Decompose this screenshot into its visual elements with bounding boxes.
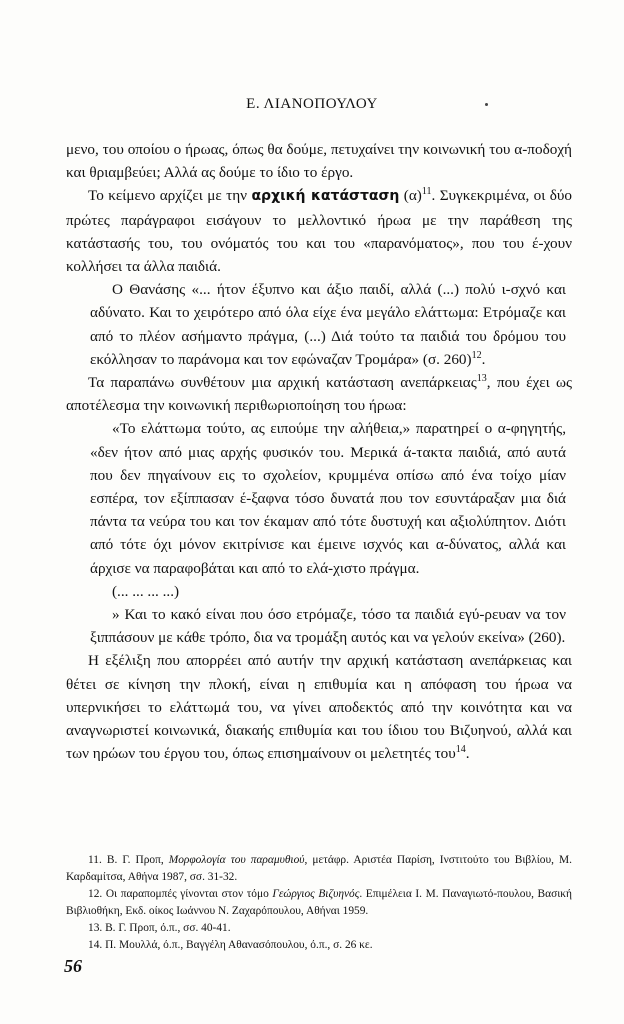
footnote-11: 11. Β. Γ. Προπ, Μορφολογία του παραμυθιού, μετάφρ. Αριστέα Παρίση, Ινστιτούτο του Βιβλίου, Μ. Καρδαμίτσα, Αθήνα 1987, σσ. 31-32. <box>66 854 572 883</box>
footnote-12: 12. Οι παραπομπές γίνονται στον τόμο Γεώργιος Βιζυηνός. Επιμέλεια Ι. Μ. Παναγιωτό-πουλου, Βασική Βιβλιοθήκη, Εκδ. οίκος Ιωάννου Ν. Ζαχαρόπουλου, Αθήναι 1959. <box>66 888 573 917</box>
paragraph-4: Η εξέλιξη που απορρέει από αυτήν την αρχική κατάσταση ανεπάρκειας και θέτει σε κίνηση την πλοκή, είναι η επιθυμία και η απόφαση του ήρωα να υπερνικήσει το ελάττωμά του, να γίνει αποδεκτός από την κοινότητα και να αναγνωριστεί κοινωνικά, διακαής επιθυμία και του ίδιου του Βιζυηνού, αλλά και των ηρώων του έργου του, όπως επισημαίνουν οι μελετητές του$^{14}$. <box>66 652 572 763</box>
quote-1: Ο Θανάσης «... ήτον έξυπνο και άξιο παιδί, αλλά (...) πολύ ι-σχνό και αδύνατο. Και το χειρότερο από όλα είχε ένα μεγάλο ελάττωμα: Ετρόμαζε και από το πλέον ασήμαντο πράγμα, (...) Διά τούτο τα παιδιά του δρόμου του εκόλλησαν το παράνομα και τον εφώναζαν Τρομάρα» (σ. 260)$^{12}$. <box>90 281 566 368</box>
footnote-13: 13. Β. Γ. Προπ, ό.π., σσ. 40-41. <box>88 922 231 934</box>
bold-term: αρχική κατάσταση <box>251 188 400 205</box>
paragraph-1: μενο, του οποίου ο ήρωας, όπως θα δούμε, πετυχαίνει την κοινωνική του α-ποδοχή και θριαμβεύει; Αλλά ας δούμε το ίδιο το έργο. <box>66 141 572 182</box>
quote-2: «Το ελάττωμα τούτο, ας ειπούμε την αλήθεια,» παρατηρεί ο α-φηγητής, «δεν ήτον από μιας αρχής φυσικόν του. Μερικά ά-τακτα παιδιά, από αυτά που δεν πηγαίνουν εις το σχολείον, κρυμμένα οπίσω από ένα τοίχο μίαν εσπέρα, τον εξίππασαν έ-ξαφνα τόσο δυνατά που τον εσυντάραξαν μια διά πάντα τα νεύρα του και τον έκαμαν από τότε δυστυχή και αξιολύπητον. Διότι από τότε όχι μόνον εκιτρίνισε και έμεινε ισχνός και α-δύνατος, αλλά και άρχισε να παραφοβάται και από το ελά-χιστο πράγμα. <box>90 420 566 577</box>
footnote-ref-14: 14 <box>455 744 466 756</box>
running-header: Ε. ΛΙΑΝΟΠΟΥΛΟΥ <box>246 96 378 112</box>
page-number: 56 <box>64 956 82 976</box>
footnote-ref-11: 11 <box>421 186 432 198</box>
paragraph-3: Τα παραπάνω συνθέτουν μια αρχική κατάσταση ανεπάρκειας$^{13}$, που έχει ως αποτέλεσμα την κοινωνική περιθωριοποίηση του ήρωα: <box>66 372 573 415</box>
footnote-14: 14. Π. Μουλλά, ό.π., Βαγγέλη Αθανασόπουλου, ό.π., σ. 26 κε. <box>88 939 373 951</box>
footnote-ref-12: 12 <box>471 349 482 361</box>
footnotes <box>66 852 572 954</box>
footnote-ref-13: 13 <box>476 372 487 384</box>
quote-ellipsis: (... ... ... ...) <box>112 582 180 600</box>
quote-3: » Και το κακό είναι που όσο ετρόμαζε, τόσο τα παιδιά εγύ-ρευαν να τον ξιππάσουν με κάθε τρόπο, δια να τρομάξη αυτός και να γελούν εκείνα» (260). <box>90 606 566 647</box>
paragraph-2: Το κείμενο αρχίζει με την αρχική κατάσταση $(\alpha)^{11}$. Συγκεκριμένα, οι δύο πρώτες παράγραφοι εισάγουν το μελλοντικό ήρωα με την παράθεση της κατάστασής του, του ονόματός του και του «παρανόματος», που του έ-χουν κολλήσει τα άλλα παιδιά. <box>66 186 572 276</box>
main-text <box>66 138 572 765</box>
